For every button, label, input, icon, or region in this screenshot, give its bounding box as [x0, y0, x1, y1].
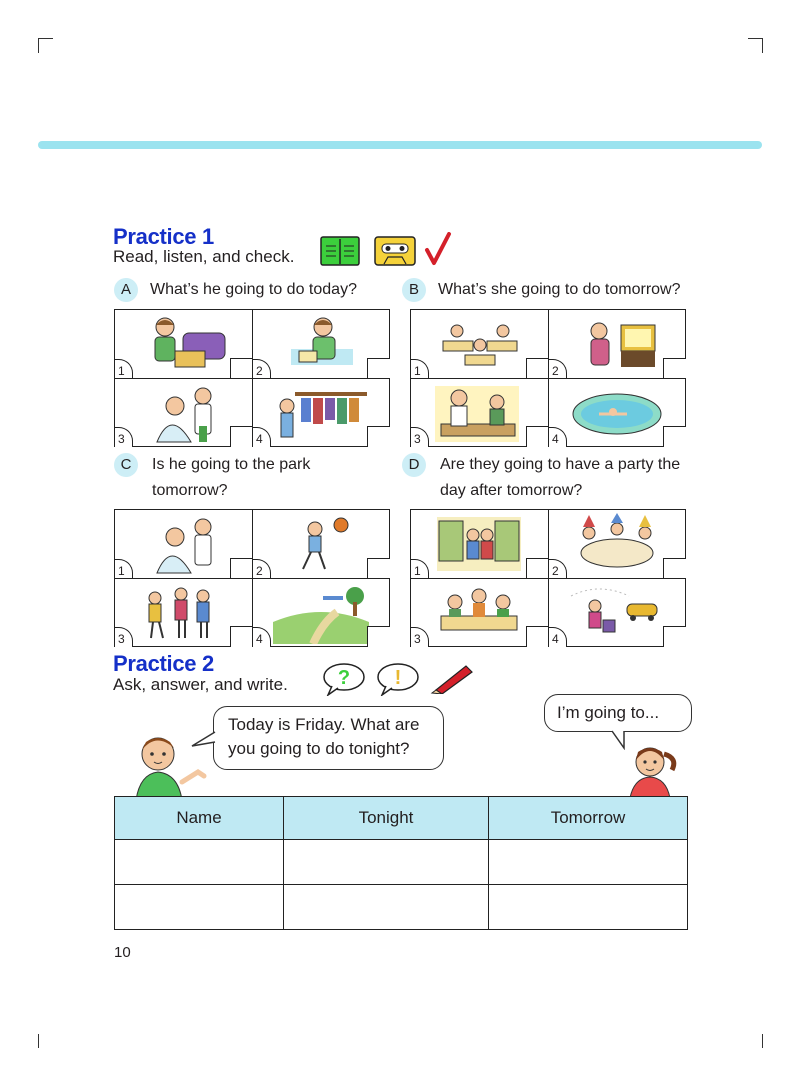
picture-cell	[548, 378, 686, 447]
check-box[interactable]	[663, 426, 686, 447]
cell-number: 2	[253, 359, 271, 379]
crop-mark-top-right	[748, 38, 763, 53]
picture-cell	[115, 378, 253, 447]
section-b-question: What’s she going to do tomorrow?	[438, 281, 681, 298]
pencil-icon	[430, 660, 476, 694]
girl-speech-bubble	[544, 694, 692, 732]
cell-number: 2	[253, 559, 271, 579]
header-band	[38, 141, 762, 149]
cell-number: 1	[411, 359, 429, 379]
name-cell[interactable]	[115, 885, 284, 930]
section-d-question-line1: Are they going to have a party the	[440, 456, 681, 473]
boy-bubble-tail	[190, 730, 216, 752]
check-box[interactable]	[663, 358, 686, 379]
boy-bubble-line2: you going to do tonight?	[228, 739, 410, 758]
question-bubble-icon	[322, 662, 366, 696]
picture-cell	[411, 510, 549, 579]
haircut-picture	[135, 513, 231, 575]
watching-tv-picture	[569, 313, 665, 375]
crop-mark-bottom-left	[38, 1034, 39, 1048]
table-row	[115, 840, 688, 885]
practice1-title: Practice 1	[113, 224, 214, 249]
cell-number: 2	[549, 559, 567, 579]
clothes-shop-picture	[273, 382, 369, 444]
haircut-picture	[135, 382, 231, 444]
section-a-question: What’s he going to do today?	[150, 281, 357, 298]
boy-speech-bubble	[213, 706, 444, 770]
check-box[interactable]	[663, 626, 686, 647]
picture-cell	[115, 510, 253, 579]
cell-number: 1	[115, 359, 133, 379]
cell-number: 1	[115, 559, 133, 579]
table-row	[115, 885, 688, 930]
friends-picture	[135, 582, 231, 644]
tonight-cell[interactable]	[284, 840, 489, 885]
cassette-icon	[374, 236, 416, 266]
check-box[interactable]	[526, 358, 549, 379]
cell-number: 2	[549, 359, 567, 379]
basketball-picture	[273, 513, 369, 575]
section-c-question-line1: Is he going to the park	[152, 456, 311, 473]
tomorrow-cell[interactable]	[489, 840, 688, 885]
cell-number: 3	[411, 427, 429, 447]
section-d-grid	[410, 509, 686, 647]
crop-mark-top-left	[38, 38, 53, 53]
section-c-grid	[114, 509, 390, 647]
picture-cell	[548, 578, 686, 647]
section-a-letter: A	[114, 278, 138, 302]
section-d-letter: D	[402, 453, 426, 477]
section-a-grid	[114, 309, 390, 447]
answer-table	[114, 796, 688, 930]
park-picture	[273, 582, 369, 644]
section-b-grid	[410, 309, 686, 447]
doctor-picture	[431, 382, 527, 444]
check-box[interactable]	[526, 426, 549, 447]
cell-number: 4	[549, 627, 567, 647]
svg-text:?: ?	[337, 667, 351, 689]
girl-bubble-text: I’m going to...	[557, 703, 660, 722]
svg-text:!: !	[394, 667, 402, 689]
travel-picture	[569, 582, 665, 644]
packing-bag-picture	[135, 313, 231, 375]
practice1-instruction: Read, listen, and check.	[113, 247, 295, 266]
section-b-letter: B	[402, 278, 426, 302]
picture-cell	[411, 578, 549, 647]
crop-mark-bottom-right	[762, 1034, 763, 1048]
picture-cell	[252, 510, 390, 579]
check-box[interactable]	[230, 626, 253, 647]
cell-number: 4	[549, 427, 567, 447]
picture-cell	[548, 310, 686, 379]
tomorrow-cell[interactable]	[489, 885, 688, 930]
cell-number: 4	[253, 627, 271, 647]
practice2-instruction: Ask, answer, and write.	[113, 675, 288, 694]
boy-bubble-line1: Today is Friday. What are	[228, 715, 420, 734]
check-box[interactable]	[367, 358, 390, 379]
swimming-pool-picture	[569, 382, 665, 444]
cell-number: 3	[115, 427, 133, 447]
check-box[interactable]	[367, 626, 390, 647]
check-box[interactable]	[663, 558, 686, 579]
tonight-cell[interactable]	[284, 885, 489, 930]
check-box[interactable]	[526, 626, 549, 647]
book-icon	[320, 236, 360, 266]
picture-cell	[115, 310, 253, 379]
cell-number: 4	[253, 427, 271, 447]
table-header-row	[115, 797, 688, 840]
section-c-letter: C	[114, 453, 138, 477]
check-box[interactable]	[526, 558, 549, 579]
header-name: Name	[115, 797, 284, 840]
practice2-title: Practice 2	[113, 651, 214, 676]
checkmark-icon	[424, 232, 452, 266]
header-tomorrow: Tomorrow	[489, 797, 688, 840]
classroom-picture	[431, 313, 527, 375]
check-box[interactable]	[367, 426, 390, 447]
shop-picture	[431, 513, 527, 575]
party-picture	[569, 513, 665, 575]
section-d-question-line2: day after tomorrow?	[440, 482, 583, 499]
picture-cell	[115, 578, 253, 647]
exclamation-bubble-icon	[376, 662, 420, 696]
study-table-picture	[431, 582, 527, 644]
writing-letter-picture	[273, 313, 369, 375]
picture-cell	[411, 310, 549, 379]
name-cell[interactable]	[115, 840, 284, 885]
girl-illustration	[622, 740, 682, 798]
check-box[interactable]	[230, 358, 253, 379]
cell-number: 3	[115, 627, 133, 647]
check-box[interactable]	[230, 426, 253, 447]
picture-cell	[252, 378, 390, 447]
cell-number: 1	[411, 559, 429, 579]
section-c-question-line2: tomorrow?	[152, 482, 228, 499]
header-tonight: Tonight	[284, 797, 489, 840]
check-box[interactable]	[367, 558, 390, 579]
picture-cell	[252, 310, 390, 379]
check-box[interactable]	[230, 558, 253, 579]
picture-cell	[252, 578, 390, 647]
cell-number: 3	[411, 627, 429, 647]
picture-cell	[411, 378, 549, 447]
picture-cell	[548, 510, 686, 579]
page-number: 10	[114, 944, 131, 961]
